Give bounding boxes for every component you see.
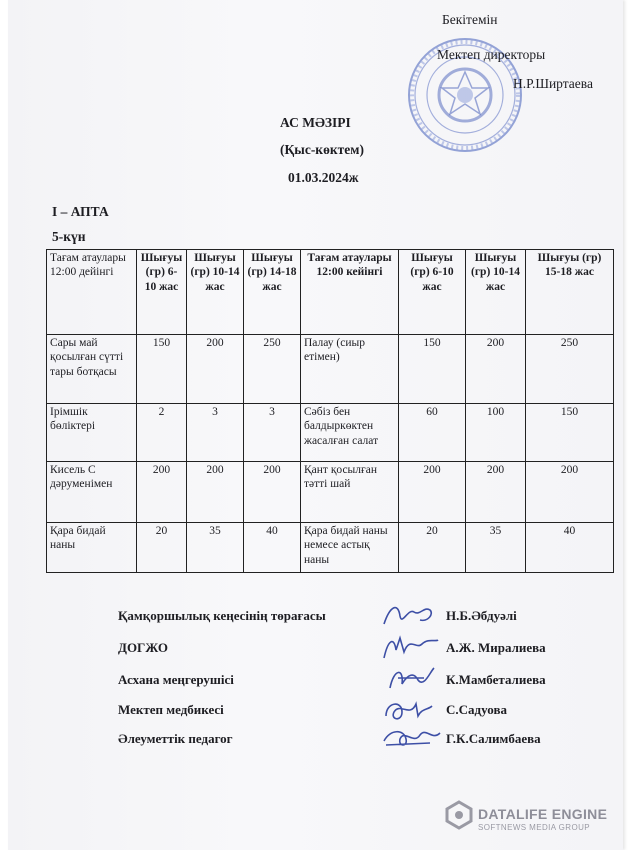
signature-role: Әлеуметтік педагог: [118, 731, 233, 746]
header-cell: Шығуы (гр) 6-10 жас: [399, 250, 466, 335]
table-cell: Қант қосылған тәтті шай: [301, 462, 399, 523]
table-cell: 200: [466, 462, 526, 523]
table-cell: 250: [244, 335, 301, 404]
header-cell: Тағам атаулары 12:00 кейінгі: [301, 250, 399, 335]
season-label: (Қыс-көктем): [280, 142, 364, 157]
table-cell: 250: [526, 335, 614, 404]
table-cell: 35: [187, 523, 244, 573]
table-cell: 200: [466, 335, 526, 404]
table-cell: 3: [244, 404, 301, 462]
table-cell: Кисель С дәруменімен: [47, 462, 137, 523]
table-cell: 40: [526, 523, 614, 573]
table-row: [47, 404, 614, 462]
signature-name: К.Мамбеталиева: [446, 672, 546, 687]
handwritten-signature: [380, 721, 444, 755]
signature-role: Қамқоршылық кеңесінің төрағасы: [118, 608, 326, 623]
week-label: I – АПТА: [52, 204, 109, 219]
signature-name: С.Садуова: [446, 702, 507, 717]
header-cell: Шығуы (гр) 14-18 жас: [244, 250, 301, 335]
handwritten-signature: [380, 630, 442, 664]
table-cell: 200: [137, 462, 187, 523]
signature-name: Г.К.Салимбаева: [446, 731, 541, 746]
signature-name: А.Ж. Миралиева: [446, 640, 546, 655]
table-cell: 200: [187, 335, 244, 404]
table-cell: 200: [244, 462, 301, 523]
table-cell: 3: [187, 404, 244, 462]
table-cell: Ірімшік бөліктері: [47, 404, 137, 462]
table-cell: 20: [399, 523, 466, 573]
header-cell: Шығуы (гр) 10-14 жас: [466, 250, 526, 335]
director-name: Н.Р.Ширтаева: [513, 76, 593, 91]
datalife-logo-icon: [444, 800, 474, 830]
table-cell: 200: [526, 462, 614, 523]
header-cell: Шығуы (гр) 6-10 жас: [137, 250, 187, 335]
table-cell: 35: [466, 523, 526, 573]
watermark-title: DATALIFE ENGINE: [478, 806, 608, 822]
table-cell: 150: [137, 335, 187, 404]
menu-date: 01.03.2024ж: [288, 170, 359, 185]
table-row: [47, 523, 614, 573]
table-cell: 2: [137, 404, 187, 462]
table-cell: Палау (сиыр етімен): [301, 335, 399, 404]
table-cell: Сәбіз бен балдыркөктен жасалған салат: [301, 404, 399, 462]
signature-name: Н.Б.Әбдуәлі: [446, 608, 517, 623]
menu-title: АС МӘЗІРІ: [280, 115, 351, 130]
handwritten-signature: [380, 662, 440, 696]
table-header-row: [47, 250, 614, 335]
header-cell: Шығуы (гр) 15-18 жас: [526, 250, 614, 335]
table-cell: 60: [399, 404, 466, 462]
table-row: [47, 335, 614, 404]
table-cell: 40: [244, 523, 301, 573]
table-cell: 20: [137, 523, 187, 573]
header-cell: Шығуы (гр) 10-14 жас: [187, 250, 244, 335]
table-cell: 100: [466, 404, 526, 462]
menu-table: [46, 249, 614, 573]
header-cell: Тағам атаулары 12:00 дейінгі: [47, 250, 137, 335]
signature-role: Мектеп медбикесі: [118, 702, 224, 717]
day-label: 5-күн: [52, 229, 86, 244]
table-cell: Қара бидай наны: [47, 523, 137, 573]
approval-line-1: Бекітемін: [442, 12, 498, 27]
table-cell: Сары май қосылған сүтті тары ботқасы: [47, 335, 137, 404]
table-cell: Қара бидай наны немесе астық наны: [301, 523, 399, 573]
table-cell: 200: [187, 462, 244, 523]
handwritten-signature: [380, 598, 440, 632]
watermark-subtitle: SOFTNEWS MEDIA GROUP: [478, 823, 591, 832]
table-cell: 150: [526, 404, 614, 462]
signature-role: ДОГЖО: [118, 640, 168, 655]
table-cell: 150: [399, 335, 466, 404]
document-page: [8, 0, 623, 850]
approval-line-2: Мектеп директоры: [437, 47, 546, 62]
table-cell: 200: [399, 462, 466, 523]
signature-role: Асхана меңгерушісі: [118, 672, 234, 687]
table-row: [47, 462, 614, 523]
